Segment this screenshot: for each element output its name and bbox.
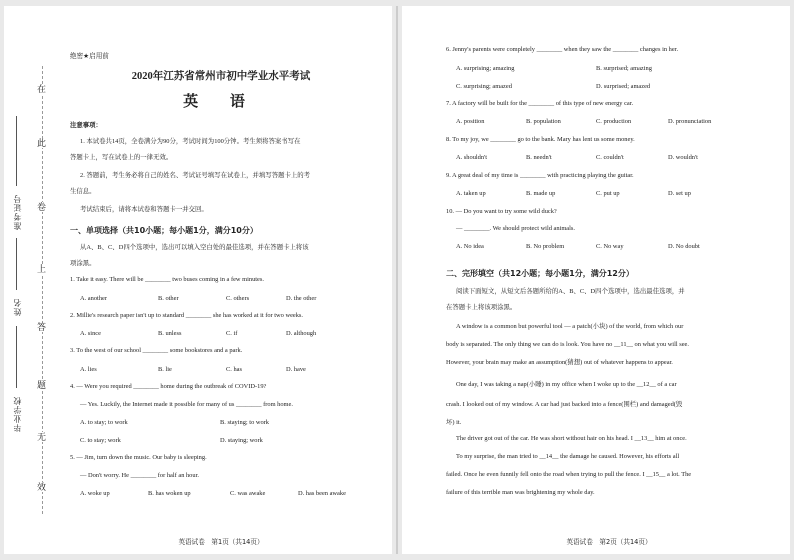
option-c: C. put up bbox=[596, 190, 620, 197]
option-a: A. No idea bbox=[456, 243, 484, 250]
page-2 bbox=[402, 6, 790, 554]
option-b: B. has woken up bbox=[148, 490, 191, 497]
option-d: D. the other bbox=[286, 295, 317, 302]
question-5: 5. — Jim, turn down the music. Our baby is sleeping. bbox=[70, 454, 207, 461]
option-a: A. shouldn't bbox=[456, 154, 487, 161]
option-a: A. surprising; amazing bbox=[456, 65, 515, 72]
question-1: 1. Take it easy. There will be ________ two buses coming in a few minutes. bbox=[70, 276, 264, 283]
margin-char: 答 bbox=[37, 322, 47, 332]
passage-line: 坏) it. bbox=[446, 419, 462, 426]
option-c: C. was awake bbox=[230, 490, 266, 497]
margin-char: 无 bbox=[37, 432, 47, 442]
option-d: D. set up bbox=[668, 190, 691, 197]
option-c: C. production bbox=[596, 118, 632, 125]
notice-line: 答题卡上，写在试卷上的一律无效。 bbox=[70, 154, 173, 161]
page-1 bbox=[4, 6, 392, 554]
margin-char: 此 bbox=[37, 138, 47, 148]
option-d: D. wouldn't bbox=[668, 154, 698, 161]
subject-title: 英 语 bbox=[183, 94, 259, 110]
option-d: D. pronunciation bbox=[668, 118, 712, 125]
margin-char: 效 bbox=[37, 482, 47, 492]
name-line bbox=[16, 238, 17, 290]
option-b: B. staying; to work bbox=[220, 419, 269, 426]
passage-line: failed. Once he even funnily fell onto the road when trying to pull the fence. I __15__ a lot. The bbox=[446, 471, 692, 478]
notice-line: 2. 答题前，考生务必将自己的姓名、考试证号填写在试卷上，并填写答题卡上的考 bbox=[80, 172, 311, 179]
option-d: D. have bbox=[286, 366, 306, 373]
exam-number-line bbox=[16, 116, 17, 186]
binding-margin bbox=[4, 6, 62, 554]
question-2: 2. Millie's research paper isn't up to standard ________ she has worked at it for two weeks. bbox=[70, 312, 304, 319]
margin-char: 上 bbox=[37, 264, 47, 274]
passage-line: However, your brain may make an assumption(猜想) out of whatever happens to appear. bbox=[446, 359, 673, 366]
question-3: 3. To the west of our school ________ some bookstores and a park. bbox=[70, 347, 243, 354]
exam-title: 2020年江苏省常州市初中学业水平考试 bbox=[131, 71, 311, 82]
section-2-heading: 二、完形填空（共12小题；每小题1分，满分12分） bbox=[446, 269, 634, 278]
question-9: 9. A great deal of my time is ________ with practicing playing the guitar. bbox=[446, 172, 634, 179]
section-1-instruction: 从A、B、C、D四个选项中，选出可以填入空白处的最佳选项，并在答题卡上将该 bbox=[80, 244, 309, 251]
page-footer: 英语试卷 第1页（共14页） bbox=[178, 538, 264, 546]
passage-line: The driver got out of the car. He was short without hair on his head. I __13__ him at once. bbox=[456, 435, 687, 442]
notice-line: 生信息。 bbox=[70, 188, 96, 195]
exam-number-label: 准考证号 bbox=[13, 194, 22, 230]
question-7: 7. A factory will be built for the ________ of this type of new energy car. bbox=[446, 100, 634, 107]
passage-line: One day, I was taking a nap(小睡) in my office when I woke up to the __12__ of a car bbox=[456, 381, 677, 388]
school-label: 毕业学校 bbox=[13, 396, 22, 432]
option-b: B. surprised; amazing bbox=[596, 65, 652, 72]
confidential-mark: 绝密★启用前 bbox=[70, 52, 109, 60]
option-b: B. unless bbox=[158, 330, 182, 337]
option-c: C. surprising; amazed bbox=[456, 83, 512, 90]
option-d: D. has been awake bbox=[298, 490, 346, 497]
section-1-heading: 一、单项选择（共10小题；每小题1分，满分10分） bbox=[70, 226, 258, 235]
option-b: B. lie bbox=[158, 366, 172, 373]
option-b: B. needn't bbox=[526, 154, 552, 161]
notice-heading: 注意事项： bbox=[70, 122, 102, 129]
question-5-reply: — Don't worry. He ________ for half an hour. bbox=[80, 472, 199, 479]
question-10-reply: — ________. We should protect wild animals. bbox=[456, 225, 575, 232]
margin-char: 在 bbox=[37, 84, 47, 94]
question-4-reply: — Yes. Luckily, the Internet made it possible for many of us ________ from home. bbox=[80, 401, 293, 408]
question-6: 6. Jenny's parents were completely ________ when they saw the ________ changes in her. bbox=[446, 46, 679, 53]
option-c: C. to stay; work bbox=[80, 437, 121, 444]
option-c: C. if bbox=[226, 330, 238, 337]
question-4: 4. — Were you required ________ home during the outbreak of COVID-19? bbox=[70, 383, 267, 390]
section-2-instruction: 阅读下面短文，从短文后各题所给的A、B、C、D四个选项中，选出最佳选项，并 bbox=[456, 288, 685, 295]
passage-line: A window is a common but powerful tool — a patch(小块) of the world, from which our bbox=[456, 323, 684, 330]
option-a: A. another bbox=[80, 295, 107, 302]
option-b: B. population bbox=[526, 118, 561, 125]
option-d: D. although bbox=[286, 330, 317, 337]
option-d: D. No doubt bbox=[668, 243, 700, 250]
option-d: D. staying; work bbox=[220, 437, 263, 444]
section-1-instruction: 项涂黑。 bbox=[70, 260, 96, 267]
option-c: C. others bbox=[226, 295, 250, 302]
notice-line: 1. 本试卷共14页，全卷满分为90分，考试时间为100分钟。考生须将答案书写在 bbox=[80, 138, 301, 145]
option-b: B. made up bbox=[526, 190, 556, 197]
passage-line: crash. I looked out of my window. A car had just backed into a fence(围栏) and damaged(毁 bbox=[446, 401, 683, 408]
option-a: A. to stay; to work bbox=[80, 419, 128, 426]
notice-line: 考试结束后，请将本试卷和答题卡一并交回。 bbox=[80, 206, 208, 213]
option-c: C. has bbox=[226, 366, 242, 373]
option-a: A. since bbox=[80, 330, 101, 337]
school-line bbox=[16, 326, 17, 388]
page-footer: 英语试卷 第2页（共14页） bbox=[566, 538, 652, 546]
option-a: A. lies bbox=[80, 366, 97, 373]
option-b: B. other bbox=[158, 295, 179, 302]
cut-line bbox=[42, 66, 43, 514]
option-a: A. taken up bbox=[456, 190, 486, 197]
option-b: B. No problem bbox=[526, 243, 565, 250]
passage-line: To my surprise, the man tried to __14__ the damage he caused. However, his efforts all bbox=[456, 453, 680, 460]
question-8: 8. To my joy, we ________ go to the bank. Mary has lent us some money. bbox=[446, 136, 635, 143]
option-c: C. couldn't bbox=[596, 154, 624, 161]
page-divider bbox=[396, 6, 398, 554]
passage-line: failure of this terrible man was brightening my whole day. bbox=[446, 489, 595, 496]
margin-char: 卷 bbox=[37, 202, 47, 212]
option-a: A. position bbox=[456, 118, 485, 125]
margin-char: 题 bbox=[37, 380, 47, 390]
option-a: A. woke up bbox=[80, 490, 110, 497]
passage-line: body is separated. The only thing we can do is look. You have no __11__ on what you will see. bbox=[446, 341, 689, 348]
option-d: D. surprised; amazed bbox=[596, 83, 651, 90]
question-10: 10. — Do you want to try some wild duck? bbox=[446, 208, 557, 215]
option-c: C. No way bbox=[596, 243, 624, 250]
section-2-instruction: 在答题卡上将该项涂黑。 bbox=[446, 304, 517, 311]
name-label: 姓名 bbox=[13, 298, 22, 316]
